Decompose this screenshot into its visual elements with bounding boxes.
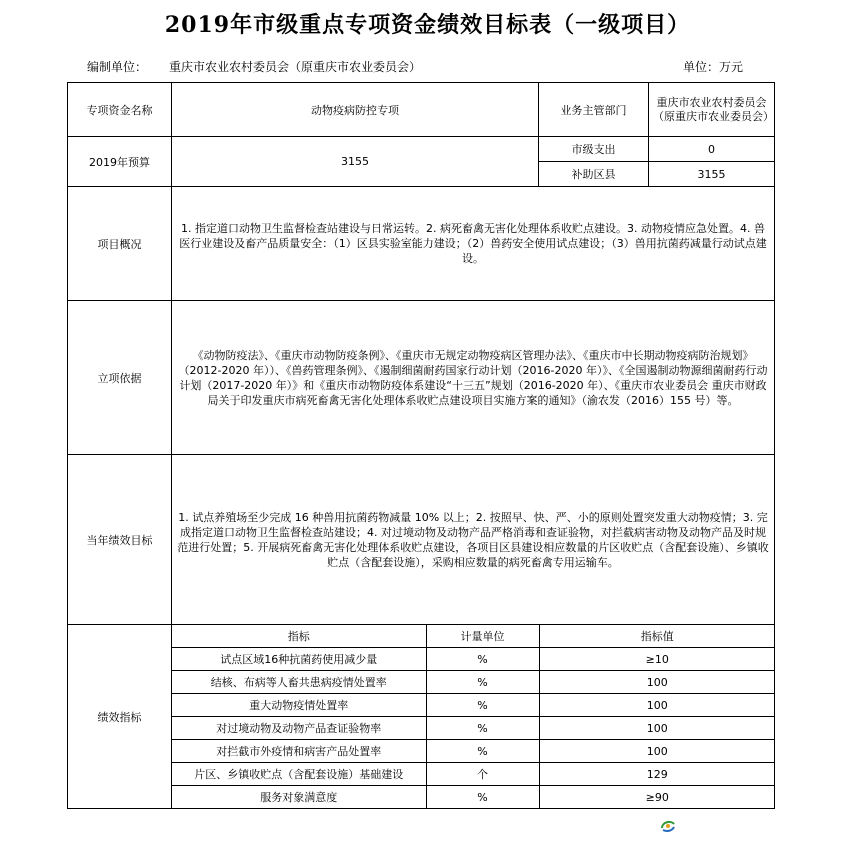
compiling-unit: [87, 58, 421, 75]
table-row: [172, 763, 775, 786]
basis-label: 立项依据: [68, 301, 172, 455]
indicator-value: 100: [539, 740, 775, 763]
table-row: [172, 786, 775, 809]
goal-text: 1. 试点养殖场至少完成 16 种兽用抗菌药物减量 10% 以上；2. 按照早、快、严、小的原则处置突发重大动物疫情；3. 完成指定道口动物卫生监督检查站建设；4. 对过境动物及动物产品严格消毒和查证验物，对拦截病害动物及动物产品及时规范进行处置；5. 开展病死畜禽无害化处理体系收贮点建设，各项目区县建设相应数量的片区收贮点（含配套设施）、乡镇收贮点（含配套设施），采购相应数量的病死畜禽专用运输车。: [172, 455, 775, 625]
table-row: [172, 740, 775, 763]
page-title: 2019年市级重点专项资金绩效目标表（一级项目）: [164, 12, 691, 38]
overview-label: 项目概况: [68, 187, 172, 301]
dept-value: 重庆市农业农村委员会（原重庆市农业委员会）: [649, 83, 775, 137]
subsidy-value: 3155: [649, 162, 775, 187]
indicator-value: 100: [539, 671, 775, 694]
indicator-name: 重大动物疫情处置率: [172, 694, 426, 717]
indicator-name: 对过境动物及动物产品查证验物率: [172, 717, 426, 740]
goal-label: 当年绩效目标: [68, 455, 172, 625]
indicators-row: [68, 625, 775, 809]
compiling-unit-value: 重庆市农业农村委员会（原重庆市农业委员会）: [169, 60, 422, 74]
city-expense-value: 0: [649, 137, 775, 162]
indicator-name: 片区、乡镇收贮点（含配套设施）基础建设: [172, 763, 426, 786]
goal-row: [68, 455, 775, 625]
header-indicator: 指标: [172, 625, 426, 648]
indicator-value: 100: [539, 694, 775, 717]
header-unit: 计量单位: [426, 625, 539, 648]
budget-row: [68, 137, 775, 162]
table-row: [172, 671, 775, 694]
table-row: [172, 717, 775, 740]
basis-row: [68, 301, 775, 455]
indicator-name: 服务对象满意度: [172, 786, 426, 809]
indicator-name: 试点区域16种抗菌药使用减少量: [172, 648, 426, 671]
indicator-value: ≥90: [539, 786, 775, 809]
fund-name-label: 专项资金名称: [68, 83, 172, 137]
indicator-unit: %: [426, 717, 539, 740]
indicator-unit: %: [426, 671, 539, 694]
indicator-value: ≥10: [539, 648, 775, 671]
indicator-unit: %: [426, 694, 539, 717]
currency-unit: 单位：万元: [683, 60, 744, 74]
indicator-unit: %: [426, 740, 539, 763]
watermark-logo-icon: [659, 819, 677, 833]
city-expense-label: 市级支出: [539, 137, 649, 162]
header-value: 指标值: [539, 625, 775, 648]
indicator-value: 129: [539, 763, 775, 786]
compiling-unit-label: 编制单位：: [87, 60, 148, 74]
overview-text: 1. 指定道口动物卫生监督检查站建设与日常运转。2. 病死畜禽无害化处理体系收贮点建设。3. 动物疫情应急处置。4. 兽医行业建设及畜产品质量安全：（1）区县实验室能力建设；（2）兽药安全使用试点建设；（3）兽用抗菌药减量行动试点建设。: [172, 187, 775, 301]
indicators-label: 绩效指标: [68, 625, 172, 809]
indicators-table: [172, 625, 775, 808]
subsidy-label: 补助区县: [539, 162, 649, 187]
fund-name-row: [68, 83, 775, 137]
indicator-unit: %: [426, 786, 539, 809]
indicator-value: 100: [539, 717, 775, 740]
indicator-unit: %: [426, 648, 539, 671]
basis-text: 《动物防疫法》、《重庆市动物防疫条例》、《重庆市无规定动物疫病区管理办法》、《重庆市中长期动物疫病防治规划》（2012-2020 年））、《兽药管理条例》、《遏制细菌耐药国家行动计划（2016-2020 年）》、《全国遏制动物源细菌耐药行动计划（2017-2020 年）》和《重庆市动物防疫体系建设“十三五”规划（2016-2020 年）、《重庆市农业委员会 重庆市财政局关于印发重庆市病死畜禽无害化处理体系收贮点建设项目实施方案的通知》（渝农发（2016）155 号）等。: [172, 301, 775, 455]
indicator-name: 对拦截市外疫情和病害产品处置率: [172, 740, 426, 763]
table-row: [172, 648, 775, 671]
dept-label: 业务主管部门: [539, 83, 649, 137]
indicators-header: [172, 625, 775, 648]
table-row: [172, 694, 775, 717]
fund-name-value: 动物疫病防控专项: [172, 83, 539, 137]
budget-total: 3155: [172, 137, 539, 187]
performance-table: [67, 82, 775, 809]
budget-label: 2019年预算: [68, 137, 172, 187]
overview-row: [68, 187, 775, 301]
indicator-unit: 个: [426, 763, 539, 786]
indicator-name: 结核、布病等人畜共患病疫情处置率: [172, 671, 426, 694]
